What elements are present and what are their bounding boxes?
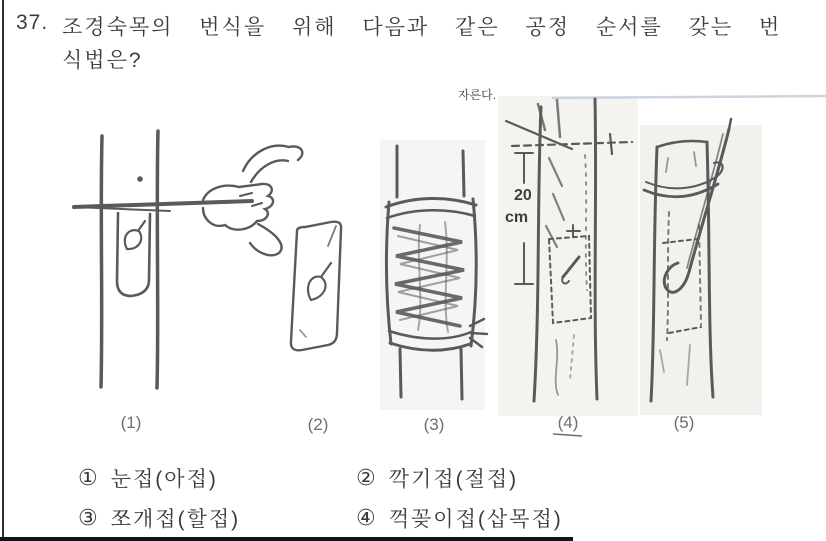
option-3-label: 쪼개접(할접)	[110, 508, 241, 531]
panel-label-2: (2)	[307, 415, 329, 434]
scan-wash	[640, 125, 762, 415]
question-number: 37.	[16, 11, 49, 34]
panel-label-3: (3)	[423, 415, 445, 434]
figure-measure-unit: cm	[505, 209, 529, 226]
question-text-line2: 식법은?	[62, 49, 143, 72]
option-3[interactable]	[78, 502, 240, 534]
option-2-marker: ②	[356, 465, 376, 490]
option-3-marker: ③	[78, 505, 98, 530]
question-text-line1: 조경숙목의 번식을 위해 다음과 같은 공정 순서를 갖는 번	[62, 16, 782, 39]
panel-1-bud-cutting	[74, 131, 302, 388]
figure-annotation-cut: 자른다.	[458, 88, 497, 102]
option-4-label: 꺽꽂이접(삽목접)	[388, 508, 563, 531]
option-4[interactable]	[356, 502, 563, 534]
panel-label-4: (4)	[557, 413, 579, 432]
panel-label-5: (5)	[673, 413, 695, 432]
page-bottom-border	[0, 537, 573, 541]
panel-2-bud-shield	[291, 222, 341, 351]
option-1-label: 눈접(아접)	[110, 468, 218, 491]
panel-label-1: (1)	[120, 413, 142, 432]
grafting-process-figure	[0, 85, 826, 457]
figure-measure-value: 20	[514, 187, 532, 204]
option-2[interactable]	[356, 462, 518, 494]
grafting-figure-svg	[0, 85, 826, 457]
option-1[interactable]	[78, 462, 218, 494]
option-1-marker: ①	[78, 465, 98, 490]
panel-label-4-underline	[553, 434, 582, 436]
option-4-marker: ④	[356, 505, 376, 530]
option-2-label: 깍기접(절접)	[388, 468, 519, 491]
